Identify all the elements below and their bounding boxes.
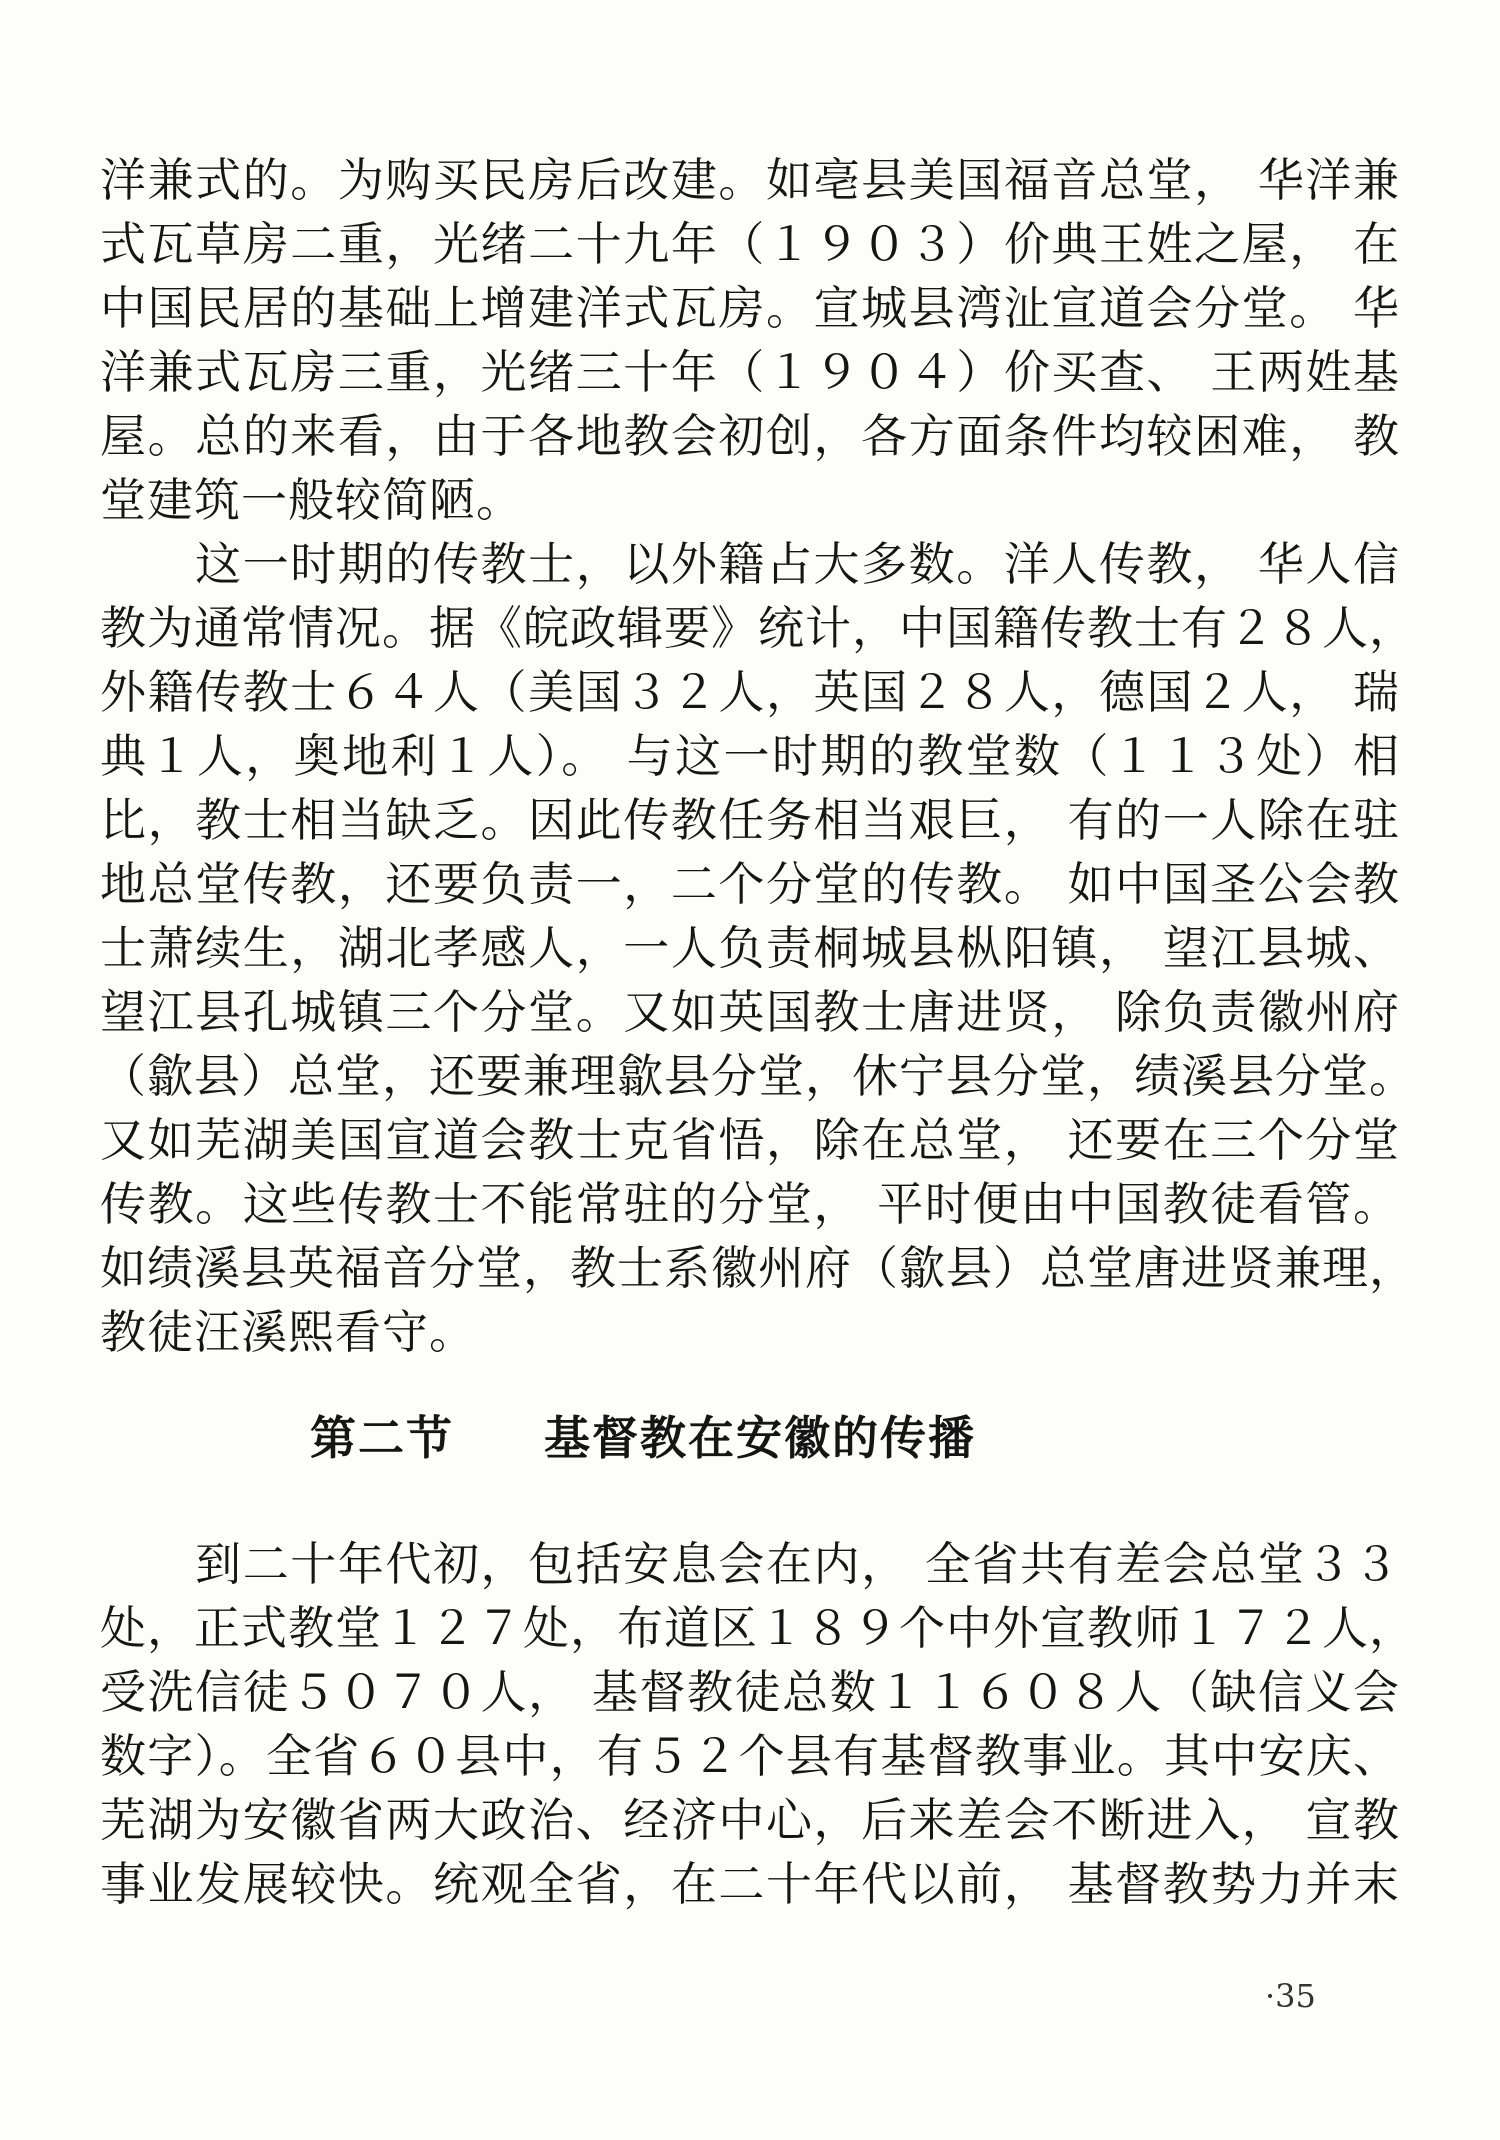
text-line: 事业发展较快。统观全省，在二十年代以前， 基督教势力并末 xyxy=(100,1857,1400,1911)
text-line: 中国民居的基础上增建洋式瓦房。宣城县湾沚宣道会分堂。 华 xyxy=(100,281,1400,335)
text-line: 教为通常情况。据《皖政辑要》统计，中国籍传教士有２８人， xyxy=(100,601,1416,655)
text-line: 数字）。全省６０县中，有５２个县有基督教事业。其中安庆、 xyxy=(100,1729,1400,1783)
text-line: 士萧续生，湖北孝感人，一人负责桐城县枞阳镇， 望江县城、 xyxy=(100,921,1400,975)
text-line: 洋兼式的。为购买民房后改建。如亳县美国福音总堂， 华洋兼 xyxy=(100,153,1400,207)
section-title: 基督教在安徽的传播 xyxy=(544,1411,976,1465)
text-line: 典１人，奥地利１人）。 与这一时期的教堂数（１１３处）相 xyxy=(100,729,1400,783)
text-line: 到二十年代初，包括安息会在内， 全省共有差会总堂３３ xyxy=(100,1537,1400,1591)
text-line: 洋兼式瓦房三重，光绪三十年（１９０４）价买查、 王两姓基 xyxy=(100,345,1400,399)
body-text-bottom xyxy=(100,1532,1416,1916)
text-line: 式瓦草房二重，光绪二十九年（１９０３）价典王姓之屋， 在 xyxy=(100,217,1400,271)
text-line: 地总堂传教，还要负责一，二个分堂的传教。 如中国圣公会教 xyxy=(100,857,1400,911)
text-line: （歙县）总堂，还要兼理歙县分堂，休宁县分堂，绩溪县分堂。 xyxy=(100,1049,1416,1103)
text-line: 处，正式教堂１２７处，布道区１８９个中外宣教师１７２人， xyxy=(100,1601,1416,1655)
text-line: 屋。总的来看，由于各地教会初创，各方面条件均较困难， 教 xyxy=(100,409,1400,463)
text-line: 芜湖为安徽省两大政治、经济中心，后来差会不断进入， 宣教 xyxy=(100,1793,1400,1847)
text-line: 望江县孔城镇三个分堂。又如英国教士唐进贤， 除负责徽州府 xyxy=(100,985,1400,1039)
text-line: 比，教士相当缺乏。因此传教任务相当艰巨， 有的一人除在驻 xyxy=(100,793,1400,847)
page-number: ·35 xyxy=(1265,1977,1316,2015)
text-line: 如绩溪县英福音分堂，教士系徽州府（歙县）总堂唐进贤兼理， xyxy=(100,1241,1416,1295)
text-line: 堂建筑一般较简陋。 xyxy=(100,473,523,527)
text-line: 传教。这些传教士不能常驻的分堂， 平时便由中国教徒看管。 xyxy=(100,1177,1400,1231)
section-heading xyxy=(310,1408,976,1468)
text-line: 外籍传教士６４人（美国３２人，英国２８人，德国２人， 瑞 xyxy=(100,665,1400,719)
text-line: 又如芜湖美国宣道会教士克省悟，除在总堂， 还要在三个分堂 xyxy=(100,1113,1400,1167)
text-line: 受洗信徒５０７０人， 基督教徒总数１１６０８人（缺信义会 xyxy=(100,1665,1400,1719)
text-line: 教徒汪溪熙看守。 xyxy=(100,1305,476,1359)
section-number: 第二节 xyxy=(310,1411,454,1465)
text-line: 这一时期的传教士，以外籍占大多数。洋人传教， 华人信 xyxy=(100,537,1400,591)
body-text-top xyxy=(100,148,1416,1364)
